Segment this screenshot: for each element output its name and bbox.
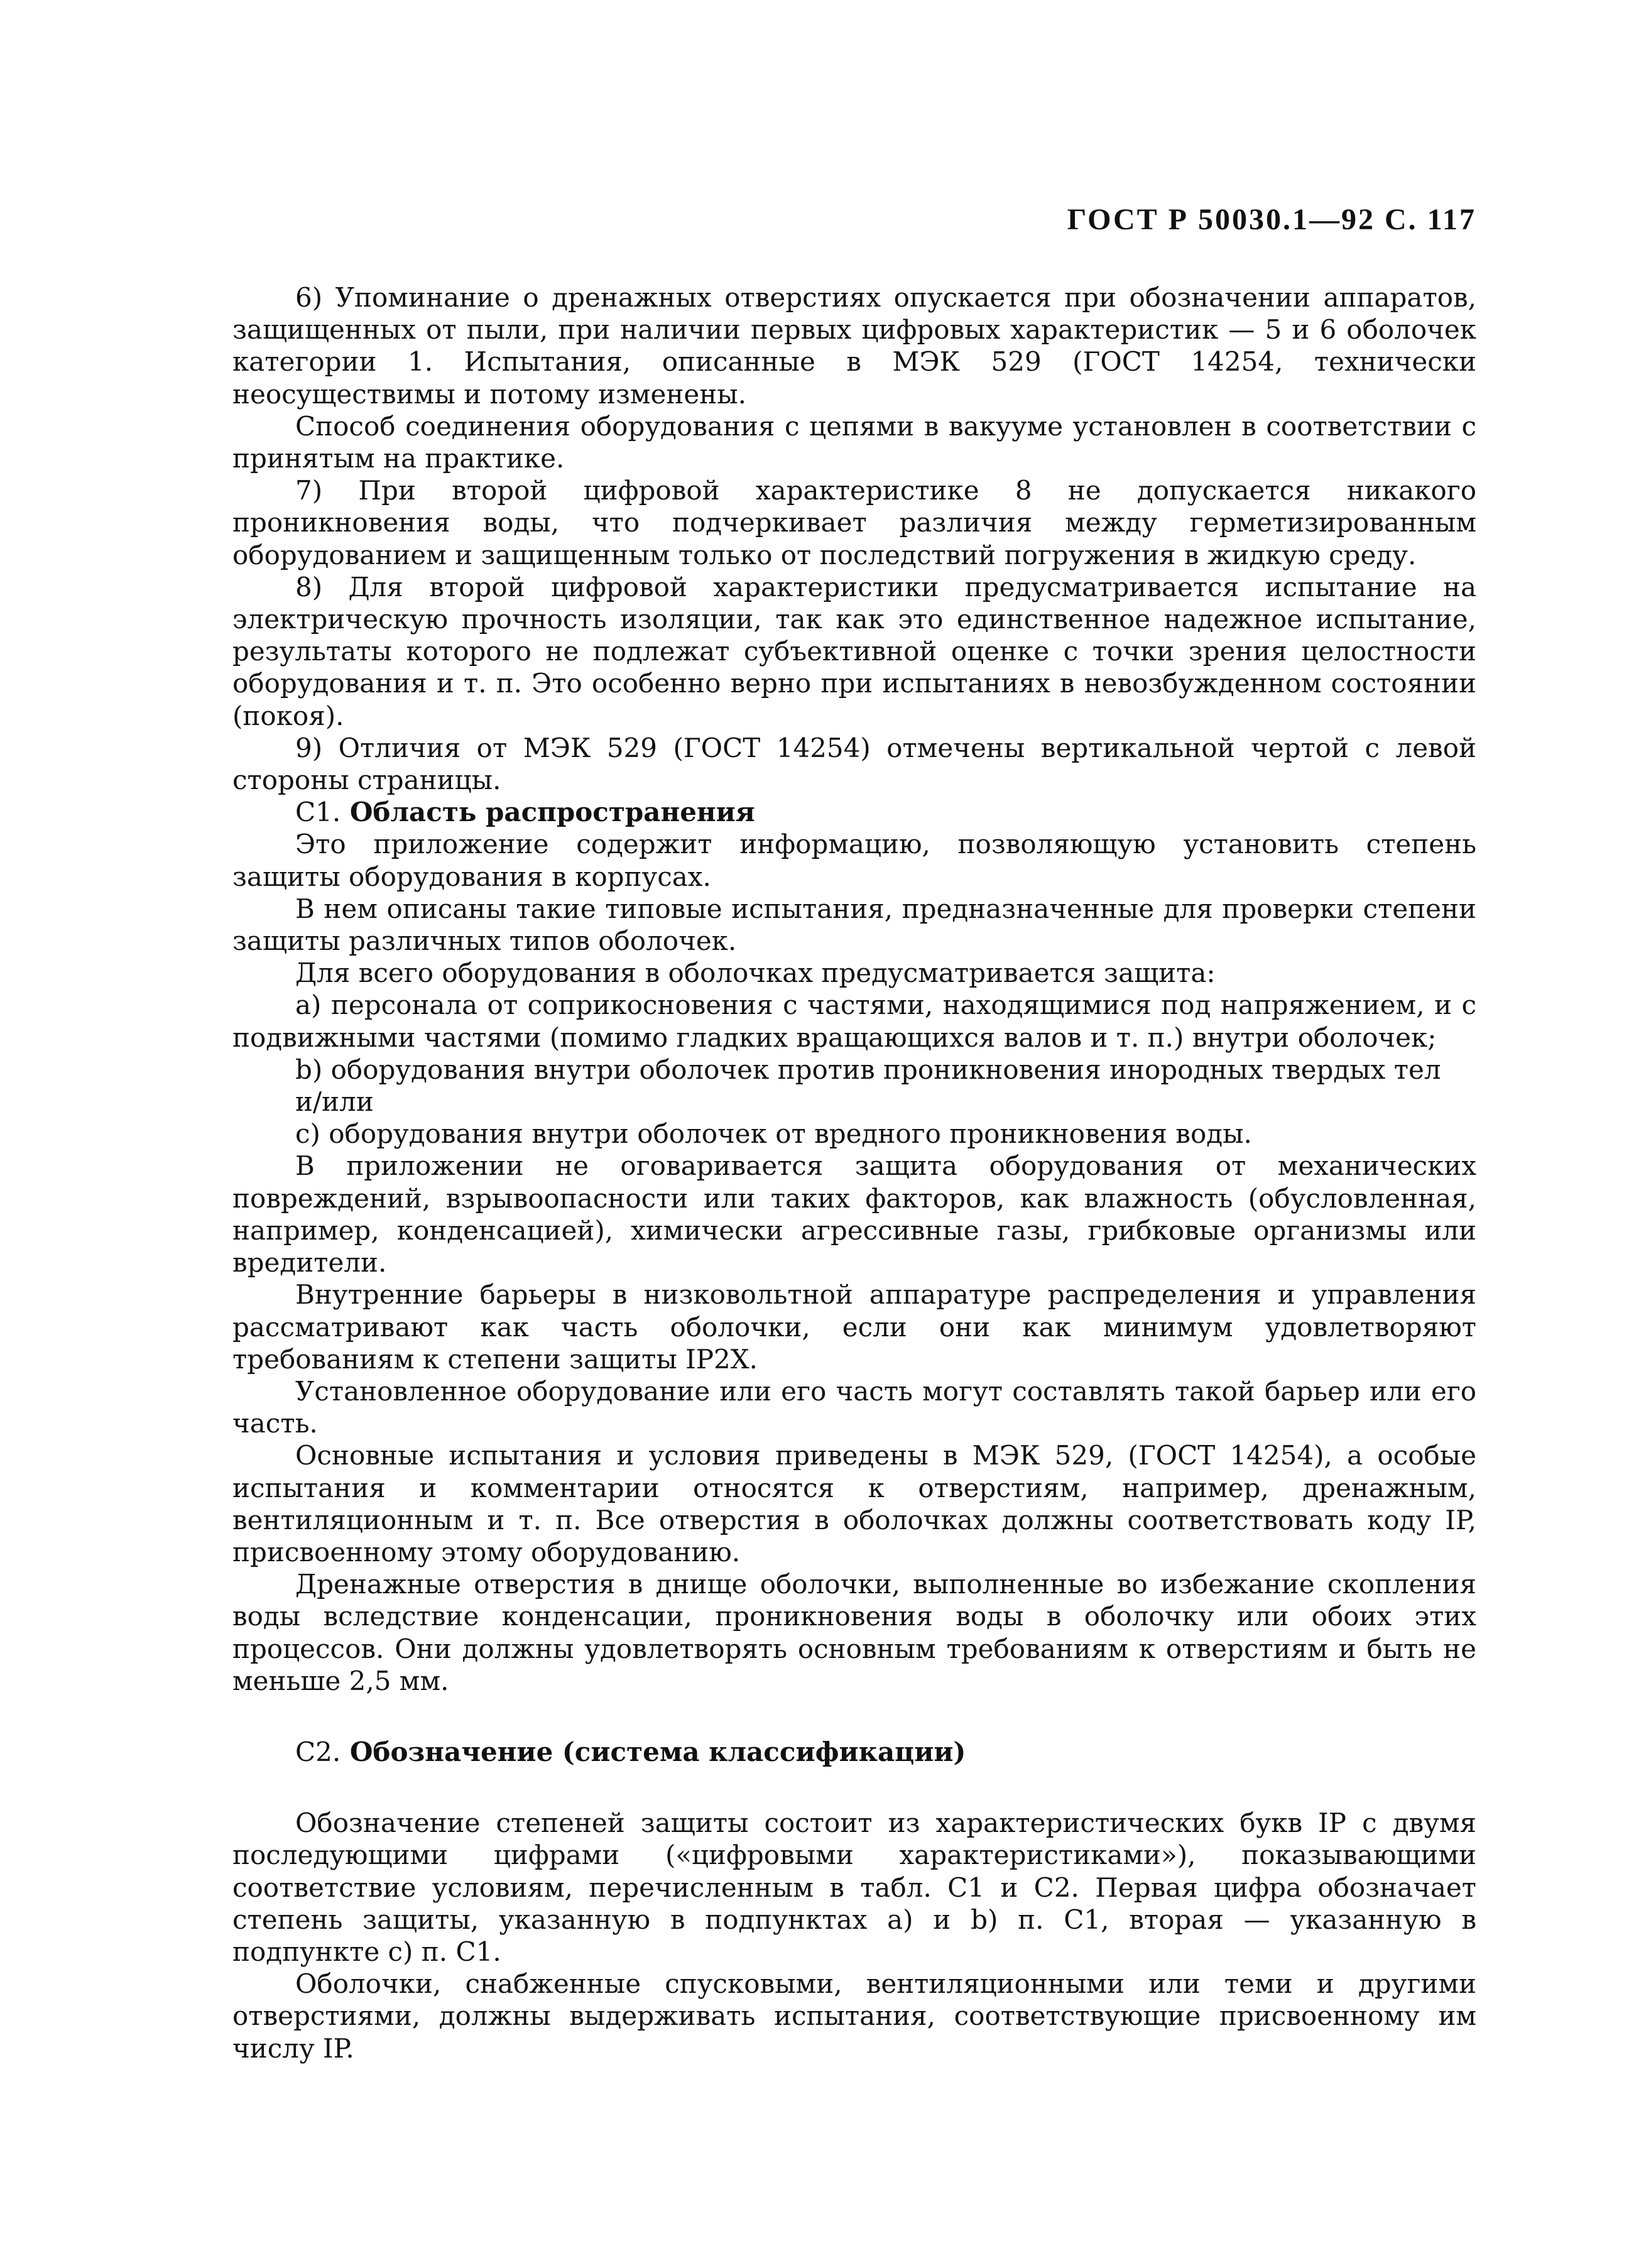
- c1-paragraph: Основные испытания и условия приведены в МЭК 529, (ГОСТ 14254), а особые испытания и комментарии относятся к отверстиям, например, дренажным, вентиляционным и т. п. Все отверстия в оболочках должны соответствовать коду IP, присвоенному этому оборудованию.: [232, 1440, 1476, 1567]
- note-8: 8) Для второй цифровой характеристики предусматривается испытание на электрическую прочность изоляции, так как это единственное надежное испытание, результаты которого не подлежат субъективной оценке с точки зрения целостности оборудования и т. п. Это особенно верно при испытаниях в невозбужденном состоянии (покоя).: [232, 571, 1476, 731]
- c1-list-item-a: а) персонала от соприкосновения с частями, находящимися под напряжением, и с подвижными частями (помимо гладких вращающихся валов и т. п.) внутри оболочек;: [232, 990, 1476, 1053]
- note-9: 9) Отличия от МЭК 529 (ГОСТ 14254) отмечены вертикальной чертой с левой стороны страницы.: [232, 732, 1476, 796]
- c1-paragraph: В приложении не оговаривается защита оборудования от механических повреждений, взрывоопасности или таких факторов, как влажность (обусловленная, например, конденсацией), химически агрессивные газы, грибковые организмы или вредители.: [232, 1150, 1476, 1278]
- note-7: 7) При второй цифровой характеристике 8 не допускается никакого проникновения воды, что подчеркивает различия между герметизированным оборудованием и защищенным только от последствий погружения в жидкую среду.: [232, 475, 1476, 570]
- c1-list-item-c: с) оборудования внутри оболочек от вредного проникновения воды.: [295, 1118, 1252, 1150]
- c1-paragraph: Это приложение содержит информацию, позволяющую установить степень защиты оборудования в корпусах.: [232, 829, 1476, 892]
- section-c1-title: Область распространения: [349, 797, 755, 828]
- section-c2-heading: [232, 1736, 1476, 1768]
- section-c1-heading: [232, 796, 1476, 828]
- c1-paragraph: Внутренние барьеры в низковольтной аппаратуре распределения и управления рассматривают как часть оболочки, если они как минимум удовлетворяют требованиям к степени защиты IP2X.: [232, 1279, 1476, 1375]
- section-c1-number: С1.: [295, 797, 341, 828]
- document-body: [232, 281, 1476, 2064]
- running-header: ГОСТ Р 50030.1—92 С. 117: [1067, 203, 1476, 236]
- section-gap: [232, 1697, 1476, 1736]
- c1-list-item-b: b) оборудования внутри оболочек против проникновения инородных твердых тел: [295, 1054, 1441, 1085]
- section-gap: [232, 1768, 1476, 1807]
- c1-paragraph: Дренажные отверстия в днище оболочки, выполненные во избежание скопления воды вследствие конденсации, проникновения воды в оболочку или обоих этих процессов. Они должны удовлетворять основным требованиям к отверстиям и быть не меньше 2,5 мм.: [232, 1569, 1476, 1696]
- note-6: 6) Упоминание о дренажных отверстиях опускается при обозначении аппаратов, защищенных от пыли, при наличии первых цифровых характеристик — 5 и 6 оболочек категории 1. Испытания, описанные в МЭК 529 (ГОСТ 14254, технически неосуществимы и потому изменены.: [232, 282, 1476, 410]
- c1-conjunction: и/или: [295, 1086, 374, 1118]
- section-c2-number: С2.: [295, 1736, 341, 1767]
- c1-paragraph: Для всего оборудования в оболочках предусматривается защита:: [295, 957, 1216, 989]
- document-page: [232, 0, 1476, 2268]
- section-c2-title: Обозначение (система классификации): [349, 1736, 966, 1767]
- c1-paragraph: В нем описаны такие типовые испытания, предназначенные для проверки степени защиты различных типов оболочек.: [232, 893, 1476, 957]
- note-6-continuation: Способ соединения оборудования с цепями в вакууме установлен в соответствии с принятым на практике.: [232, 410, 1476, 474]
- c2-paragraph: Обозначение степеней защиты состоит из характеристических букв IP с двумя последующими цифрами («цифровыми характеристиками»), показывающими соответствие условиям, перечисленным в табл. С1 и С2. Первая цифра обозначает степень защиты, указанную в подпунктах а) и b) п. С1, вторая — указанную в подпункте с) п. С1.: [232, 1807, 1476, 1967]
- c2-paragraph: Оболочки, снабженные спусковыми, вентиляционными или теми и другими отверстиями, должны выдерживать испытания, соответствующие присвоенному им числу IP.: [232, 1968, 1476, 2064]
- c1-paragraph: Установленное оборудование или его часть могут составлять такой барьер или его часть.: [232, 1375, 1476, 1439]
